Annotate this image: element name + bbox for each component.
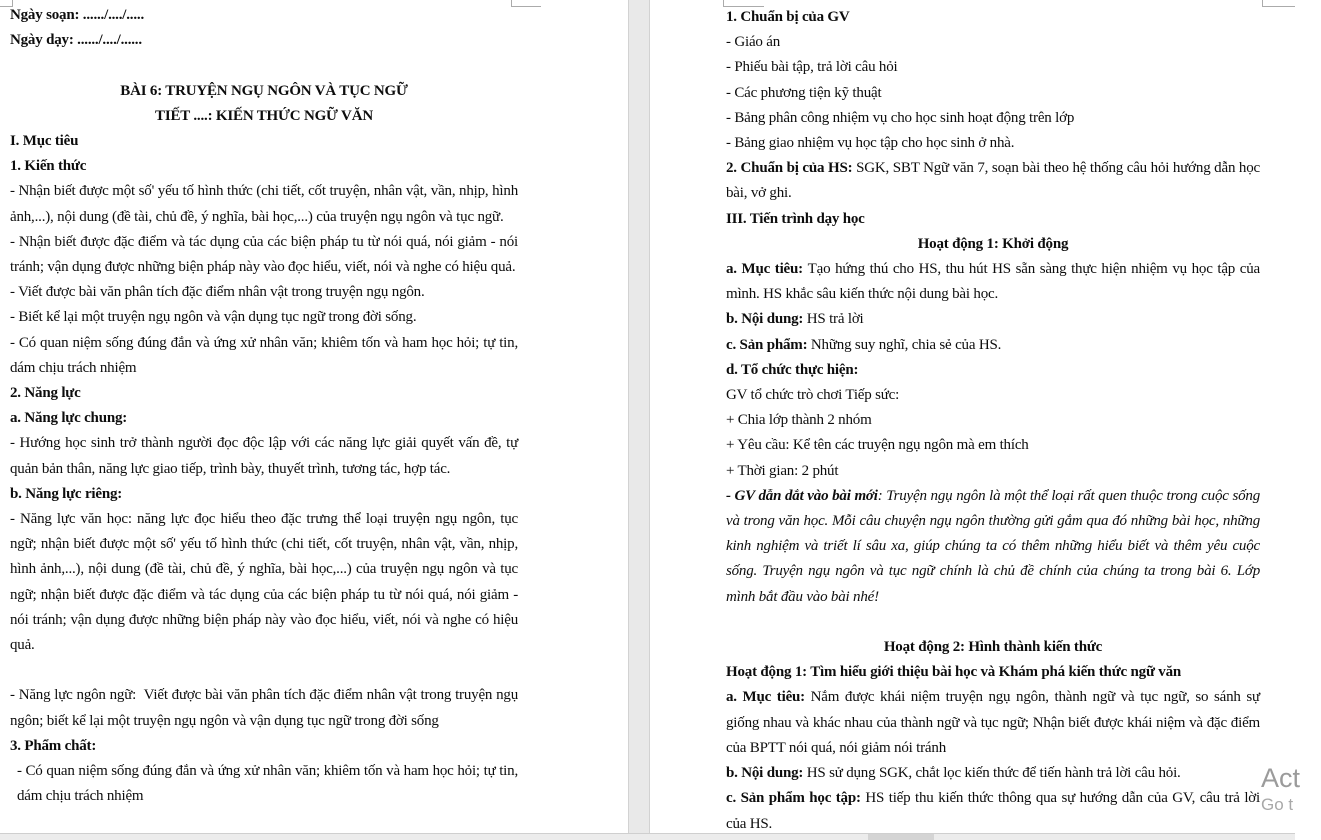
paragraph <box>726 408 1260 433</box>
text-run: - Bảng giao nhiệm vụ học tập cho học sinh ở nhà. <box>726 135 1015 152</box>
blank-line <box>726 610 1260 635</box>
paragraph <box>726 106 1260 131</box>
text-run: + Yêu cầu: Kể tên các truyện ngụ ngôn mà em thích <box>726 437 1029 454</box>
text-run: - Năng lực văn học: năng lực đọc hiểu theo đặc trưng thể loại truyện ngụ ngôn, tục ngữ; nhận biết được một số' yếu tố hình thức (chi tiết, cốt truyện, nhân vật, vần, nhịp, hình ảnh,...), nội dung (đề tài, chủ đề, ý nghĩa, bài học,...) của truyện ngụ ngôn và tục ngữ; nhận biết được đặc điểm và tác dụng của các biện pháp tu từ nói quá, nói giảm - nói tránh; vận dụng được những biện pháp này vào đọc hiểu, viết, nói và nghe có hiệu quả. <box>10 511 518 654</box>
text-run: - Viết được bài văn phân tích đặc điểm nhân vật trong truyện ngụ ngôn. <box>10 284 425 301</box>
paragraph <box>10 179 518 229</box>
paragraph <box>726 307 1260 332</box>
text-run: c. Sản phẩm học tập: <box>726 790 866 807</box>
paragraph <box>10 280 518 305</box>
paragraph <box>726 333 1260 358</box>
text-run: Hoạt động 1: Khởi động <box>917 235 1069 252</box>
paragraph <box>10 406 518 431</box>
text-run: a. Mục tiêu: <box>726 261 808 278</box>
text-run: + Chia lớp thành 2 nhóm <box>726 412 872 429</box>
paragraph <box>726 131 1260 156</box>
paragraph <box>10 507 518 658</box>
paragraph <box>10 79 518 104</box>
paragraph <box>726 635 1260 660</box>
text-run: HS tiếp thu kiến thức thông qua sự hướng dẫn của GV, câu trả lời của HS. <box>726 790 1261 832</box>
paragraph <box>726 207 1260 232</box>
text-run: - Có quan niệm sống đúng đắn và ứng xử nhân văn; khiêm tốn và ham học hỏi; tự tin, dám chịu trách nhiệm <box>10 334 518 376</box>
paragraph <box>10 331 518 381</box>
text-run: Hoạt động 2: Hình thành kiến thức <box>883 639 1103 656</box>
text-run: + Thời gian: 2 phút <box>726 462 839 479</box>
page-right <box>650 0 1295 833</box>
paragraph <box>726 30 1260 55</box>
text-boundary-corner-mark <box>0 0 13 7</box>
blank-line <box>10 658 518 683</box>
text-run: - Nhận biết được đặc điểm và tác dụng của các biện pháp tu từ nói quá, nói giảm - nói tránh; vận dụng được những biện pháp này vào đọc hiểu, viết, nói và nghe có hiệu quả. <box>10 233 518 276</box>
watermark-line-2: Go t <box>1261 795 1294 814</box>
text-run: a. Mục tiêu: <box>726 689 811 706</box>
text-run: d. Tổ chức thực hiện: <box>726 361 859 378</box>
text-run: b. Năng lực riêng: <box>10 485 123 502</box>
page-left-content <box>10 0 518 810</box>
page-bottom-gap <box>0 833 1295 840</box>
paragraph <box>10 3 518 28</box>
text-run: Những suy nghĩ, chia sẻ của HS. <box>810 336 1002 353</box>
text-run: Hoạt động 1: Tìm hiểu giới thiệu bài học và Khám phá kiến thức ngữ văn <box>726 664 1182 681</box>
text-run: : Truyện ngụ ngôn là một thể loại rất quen thuộc trong cuộc sống và trong văn học. Mỗi câu chuyện ngụ ngôn thường gửi gắm qua đó những bài học, những kinh nghiệm và triết lí sâu xa, giúp chúng ta có thêm những hiểu biết và thêm yêu cuộc sống. Truyện ngụ ngôn và tục ngữ chính là chủ đề chính của chúng ta trong bài 6. Lớp mình bắt đầu vào bài nhé! <box>726 487 1261 605</box>
horizontal-scrollbar-thumb[interactable] <box>868 834 934 840</box>
text-run: - GV dẫn dắt vào bài mới <box>726 487 878 504</box>
text-run: SGK, SBT Ngữ văn 7, soạn bài theo hệ thống câu hỏi hướng dẫn học bài, vở ghi. <box>726 160 1260 202</box>
paragraph <box>10 129 518 154</box>
text-run: - Hướng học sinh trở thành người đọc độc lập với các năng lực giải quyết vấn đề, tự quản bản thân, năng lực giao tiếp, trình bày, thuyết trình, tương tác, hợp tác. <box>10 435 518 477</box>
text-run: a. Năng lực chung: <box>10 410 128 427</box>
text-run: 1. Kiến thức <box>10 158 87 175</box>
paragraph <box>10 154 518 179</box>
text-run: Nắm được khái niệm truyện ngụ ngôn, thành ngữ và tục ngữ, so sánh sự giống nhau và khác nhau của thành ngữ và tục ngữ; Nhận biết được khái niệm và đặc điểm của BPTT nói quá, nói giảm nói tránh <box>726 689 1260 756</box>
paragraph <box>726 232 1260 257</box>
paragraph <box>10 759 518 809</box>
paragraph <box>10 305 518 330</box>
paragraph <box>726 433 1260 458</box>
text-run: Ngày dạy: ....../..../...... <box>10 32 142 49</box>
text-run: 3. Phẩm chất: <box>10 737 97 754</box>
paragraph <box>726 257 1260 307</box>
paragraph <box>10 734 518 759</box>
text-run: - Biết kể lại một truyện ngụ ngôn và vận dụng tục ngữ trong đời sống. <box>10 309 417 326</box>
text-run: 1. Chuẩn bị của GV <box>726 9 850 25</box>
text-run: - Bảng phân công nhiệm vụ cho học sinh hoạt động trên lớp <box>726 109 1075 126</box>
paragraph <box>10 381 518 406</box>
paragraph <box>726 660 1260 685</box>
text-run: b. Nội dung: <box>726 765 807 782</box>
text-run: 2. Chuẩn bị của HS: <box>726 160 857 177</box>
text-run: BÀI 6: TRUYỆN NGỤ NGÔN VÀ TỤC NGỮ <box>120 82 408 99</box>
watermark-line-1: Act <box>1261 763 1301 793</box>
paragraph <box>726 358 1260 383</box>
paragraph <box>726 484 1260 610</box>
text-run: HS sử dụng SGK, chắt lọc kiến thức để tiến hành trả lời câu hỏi. <box>806 765 1181 782</box>
paragraph <box>726 786 1260 836</box>
text-run: 2. Năng lực <box>10 385 81 402</box>
text-run: b. Nội dung: <box>726 311 807 328</box>
text-run: - Giáo án <box>726 34 781 51</box>
text-run: TIẾT ....: KIẾN THỨC NGỮ VĂN <box>155 107 373 124</box>
paragraph <box>10 230 518 280</box>
text-run: Ngày soạn: ....../..../..... <box>10 7 144 23</box>
text-run: III. Tiến trình dạy học <box>726 210 865 227</box>
page-right-content <box>726 0 1260 837</box>
paragraph <box>10 28 518 53</box>
paragraph <box>726 685 1260 761</box>
text-run: - Phiếu bài tập, trả lời câu hỏi <box>726 59 898 76</box>
blank-line <box>10 53 518 78</box>
text-run: I. Mục tiêu <box>10 133 79 150</box>
page-left <box>0 0 628 833</box>
paragraph <box>10 683 518 733</box>
paragraph <box>10 482 518 507</box>
paragraph <box>726 156 1260 206</box>
text-run: - Các phương tiện kỹ thuật <box>726 84 882 101</box>
text-run: HS trả lời <box>806 311 864 328</box>
paragraph <box>726 459 1260 484</box>
page-gap <box>628 0 650 840</box>
paragraph <box>726 5 1260 30</box>
text-boundary-corner-mark <box>723 0 764 7</box>
text-run: - Có quan niệm sống đúng đắn và ứng xử nhân văn; khiêm tốn và ham học hỏi; tự tin, dám chịu trách nhiệm <box>17 763 518 805</box>
paragraph <box>10 104 518 129</box>
text-run: GV tổ chức trò chơi Tiếp sức: <box>726 387 900 404</box>
text-run: c. Sản phẩm: <box>726 336 811 353</box>
text-run: Tạo hứng thú cho HS, thu hút HS sẵn sàng thực hiện nhiệm vụ học tập của mình. HS khắc sâu kiến thức nội dung bài học. <box>726 261 1261 303</box>
text-boundary-corner-mark <box>1262 0 1295 7</box>
paragraph <box>726 761 1260 786</box>
paragraph <box>726 55 1260 80</box>
paragraph <box>726 383 1260 408</box>
text-run: - Năng lực ngôn ngữ: Viết được bài văn phân tích đặc điểm nhân vật trong truyện ngụ ngôn; biết kể lại một truyện ngụ ngôn và vận dụng tục ngữ trong đời sống <box>10 687 518 729</box>
paragraph <box>726 81 1260 106</box>
paragraph <box>10 431 518 481</box>
text-run: - Nhận biết được một số' yếu tố hình thức (chi tiết, cốt truyện, nhân vật, vần, nhịp, hình ảnh,...), nội dung (đề tài, chủ đề, ý nghĩa, bài học,...) của truyện ngụ ngôn và tục ngữ. <box>10 183 518 225</box>
text-boundary-corner-mark <box>511 0 541 7</box>
